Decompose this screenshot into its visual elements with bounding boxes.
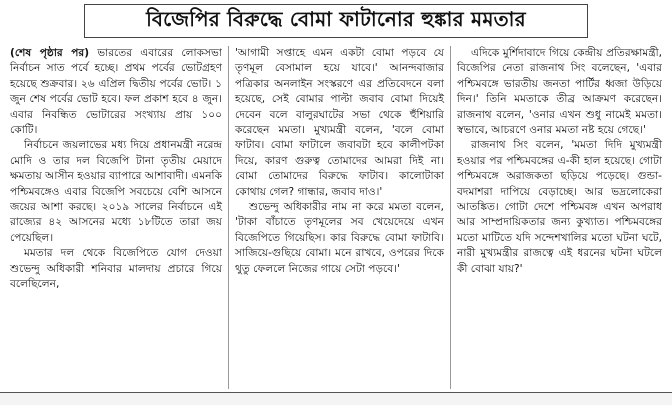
paragraph: 'আগামী সপ্তাহে এমন একটা বোমা পড়বে যে তৃণমূল বেসামাল হয়ে যাবে।' আনন্দবাজার পত্রিকার অনলাইন সংস্করণে এর প্রতিবেদনে বলা হয়েছে, সেই বোমার পাল্টা জবাব বোমা দিয়েই দেবেন বলে বালুরঘাটের সভা থেকে হুঁশিয়ারি করেছেন মমতা। মুখ্যমন্ত্রী বলেন, 'বলে বোমা ফাটাব। বোমা ফাটালে জবাবটা হবে কালীপটকা দিয়ে, কারণ গুরুত্ব তোমাদের আমরা দিই না। বোমা তোমাদের বিরুদ্ধে ফাটাব। কালোটাকা কোথায় গেল? গান্ধার, জবাব দাও।' xyxy=(235,47,444,198)
paragraph: শুভেন্দু অধিকারীর নাম না করে মমতা বলেন, 'টাকা বাঁচাতে তৃণমূলের সব খেয়েদেয়ে এখন বিজেপিতে গিয়েছিস। কার বিরুদ্ধে বোমা ফাটাবি। সাজিয়ে-গুছিয়ে বোমা। মনে রাখবে, ওপরের দিকে থুতু ফেললে নিজের গায়ে সেটা পড়বে।' xyxy=(235,201,444,275)
bottom-band xyxy=(0,393,672,405)
paragraph xyxy=(10,46,222,138)
article-column-2 xyxy=(228,46,450,389)
paragraph: মমতার দল থেকে বিজেপিতে যোগ দেওয়া শুভেন্দু অধিকারী শনিবার মালদায় প্রচারে গিয়ে বলেছিলেন, xyxy=(10,247,222,291)
article-column-1 xyxy=(4,46,228,389)
article-body xyxy=(4,46,668,389)
paragraph-text: ভারতের এবারের লোকসভা নির্বাচন সাত পর্বে হচ্ছে। প্রথম পর্বের ভোটগ্রহণ হয়েছে শুক্রবার। ২৬ এপ্রিল দ্বিতীয় পর্বের ভোট। ১ জুন শেষ পর্বের ভোট হবে। ফল প্রকাশ হবে ৪ জুন। এবার নিবন্ধিত ভোটারের সংখ্যায় প্রায় ১০০ কোটি। xyxy=(10,47,222,137)
continuation-kicker: (শেষ পৃষ্ঠার পর) xyxy=(10,47,90,59)
paragraph: এদিকে মুর্শিদাবাদে গিয়ে কেন্দ্রীয় প্রতিরক্ষামন্ত্রী, বিজেপির নেতা রাজনাথ সিং বলেছেন, 'এবার পশ্চিমবঙ্গে ভারতীয় জনতা পার্টির ধ্বজা উড়িয়ে দিন।' তিনি মমতাকে তীব্র আক্রমণ করেছেন। রাজনাথ বলেন, 'ওনার এখন শুধু নামেই মমতা। স্বভাবে, আচরণে ওনার মমতা নষ্ট হয়ে গেছে।' xyxy=(457,47,662,137)
headline: বিজেপির বিরুদ্ধে বোমা ফাটানোর হুঙ্কার মমতার xyxy=(146,6,526,31)
paragraph: রাজনাথ সিং বলেন, 'মমতা দিদি মুখ্যমন্ত্রী হওয়ার পর পশ্চিমবঙ্গের এ-কী হাল হয়েছে। গোটা পশ্চিমবঙ্গে অরাজকতা ছড়িয়ে পড়েছে। গুন্ডা-বদমাশরা দাপিয়ে বেড়াচ্ছে। আর ভদ্রলোকেরা আতঙ্কিত। গোটা দেশে পশ্চিমবঙ্গ এখন অপরাধ আর সাম্প্রদায়িকতার জন্য কুখ্যাত। পশ্চিমবঙ্গের মতো মাটিতে যদি সন্দেশখালির মতো ঘটনা ঘটে, নারী মুখ্যমন্ত্রীর রাজত্বে এই ধরনের ঘটনা ঘটলে কী বোঝা যায়?' xyxy=(457,139,662,275)
headline-box xyxy=(84,4,588,38)
paragraph: নির্বাচনে জয়লাভের মধ্য দিয়ে প্রধানমন্ত্রী নরেন্দ্র মোদি ও তার দল বিজেপি টানা তৃতীয় মেয়াদে ক্ষমতায় আসীন হওয়ার ব্যাপারে আশাবাদী। এমনকি পশ্চিমবঙ্গেও এবার বিজেপি সবচেয়ে বেশি আসনে জয়ের আশা করছে। ২০১৯ সালের নির্বাচনে এই রাজ্যের ৪২ আসনের মধ্যে ১৮টিতে তারা জয় পেয়েছিল। xyxy=(10,139,222,244)
article-column-3 xyxy=(450,46,668,389)
